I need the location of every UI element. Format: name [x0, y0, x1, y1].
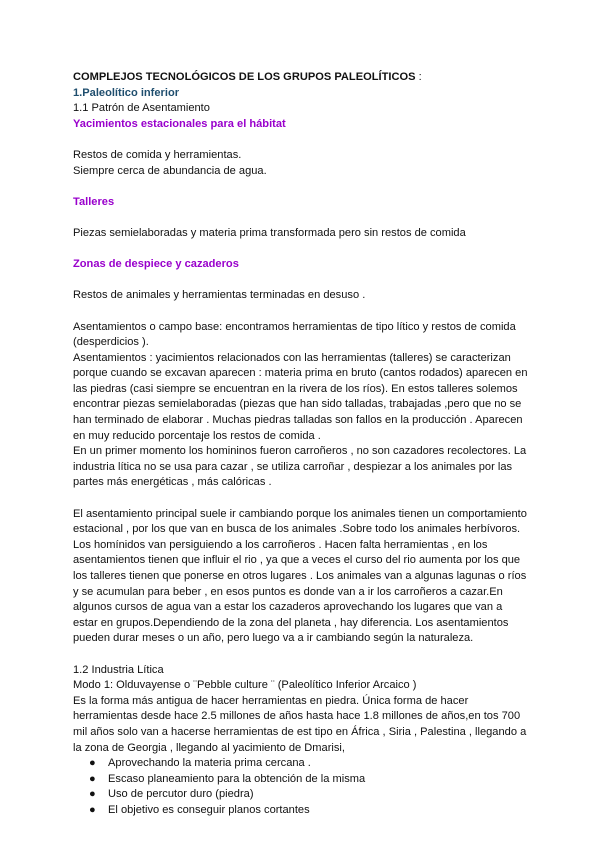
bullet-icon: ●: [89, 757, 96, 770]
paragraph-line: Es la forma más antigua de hacer herramientas en piedra. Única forma de hacer: [73, 694, 469, 707]
list-item: ● Uso de percutor duro (piedra): [73, 787, 533, 803]
paragraph-line: asentamientos tienen que influir el rio , ya que a veces el curso del rio aumenta por los que: [73, 554, 521, 567]
paragraph-line: pueden durar meses o un año, pero luego va a ir cambiando según la naturaleza.: [73, 632, 474, 645]
modo1-heading: Modo 1: Olduvayense o ¨Pebble culture ¨ (Paleolítico Inferior Arcaico ): [73, 679, 417, 692]
paragraph-line: mil años solo van a hacerse herramientas de est tipo en África , Siria , Palestina , llegando a: [73, 725, 527, 738]
heading-yacimientos: Yacimientos estacionales para el hábitat: [73, 117, 286, 130]
bullet-icon: ●: [89, 772, 96, 785]
paragraph-line: Restos de comida y herramientas.: [73, 148, 242, 161]
section-heading-paleolitico-inferior: 1.Paleolítico inferior: [73, 86, 180, 99]
list-item: ● Aprovechando la materia prima cercana .: [73, 756, 533, 772]
cambio-paragraph: [73, 507, 533, 647]
heading-zonas-despiece: Zonas de despiece y cazaderos: [73, 258, 239, 271]
heading-talleres: Talleres: [73, 195, 115, 208]
paragraph-line: partes más energéticas , más calóricas .: [73, 476, 272, 489]
bullet-icon: ●: [89, 803, 96, 816]
paragraph-line: En un primer momento los homininos fueron carroñeros , no son cazadores recolectores. La: [73, 445, 527, 458]
paragraph-line: porque cuando se excavan aparecen : materia prima en bruto (cantos rodados) aparecen en: [73, 367, 528, 380]
paragraph-line: El asentamiento principal suele ir cambiando porque los animales tienen un comportamiento: [73, 507, 527, 520]
paragraph-line: la zona de Georgia , llegando al yacimiento de Dmarisi,: [73, 741, 345, 754]
modo1-paragraph: [73, 694, 533, 756]
paragraph-line: en muy reducido porcentaje los restos de comida .: [73, 429, 321, 442]
paragraph-line: Los homínidos van persiguiendo a los carroñeros . Hacen falta herramientas , en los: [73, 538, 488, 551]
paragraph-line: Asentamientos : yacimientos relacionados con las herramientas (talleres) se caracterizan: [73, 351, 511, 364]
paragraph-line: industria lítica no se usa para cazar , se utiliza carroñar , despiezar a los animales por las: [73, 460, 513, 473]
paragraph-line: estacional , por los que van en busca de los animales .Sobre todo los animales herbívoros.: [73, 523, 521, 536]
talleres-text: Piezas semielaboradas y materia prima transformada pero sin restos de comida: [73, 226, 466, 239]
paragraph-line: las piedras (casi siempre se encuentran en la rivera de los ríos). En estos talleres solemos: [73, 382, 518, 395]
bullet-list: [73, 756, 533, 818]
subsection-patron-asentamiento: 1.1 Patrón de Asentamiento: [73, 102, 210, 115]
zonas-text: Restos de animales y herramientas terminadas en desuso .: [73, 289, 366, 302]
paragraph-line: Siempre cerca de abundancia de agua.: [73, 164, 267, 177]
paragraph-line: Asentamientos o campo base: encontramos herramientas de tipo lítico y restos de comida: [73, 320, 516, 333]
list-item: ● El objetivo es conseguir planos cortantes: [73, 803, 533, 819]
paragraph-line: estar en grupos.Dependiendo de la zona del planeta , hay diferencia. Los asentamientos: [73, 616, 509, 629]
document-page: [73, 70, 533, 819]
paragraph-line: encontrar piezas semielaboradas (piezas que han sido talladas, trabajadas ,pero que no se: [73, 398, 522, 411]
paragraph-line: han terminado de elaborar . Muchas piedras talladas son fallos en la producción . Aparecen: [73, 414, 523, 427]
asentamientos-paragraph: [73, 320, 533, 492]
list-item: ● Escaso planeamiento para la obtención de la misma: [73, 772, 533, 788]
document-title: COMPLEJOS TECNOLÓGICOS DE LOS GRUPOS PALEOLÍTICOS :: [73, 71, 422, 83]
paragraph-line: algunos cursos de agua van a estar los cazaderos aprovechando los lugares que van a: [73, 601, 503, 614]
paragraph-line: los talleres tienen que ponerse en otros lugares . Los animales van a algunas lagunas o ríos: [73, 570, 527, 582]
paragraph-line: herramientas desde hace 2.5 millones de años hasta hace 1.8 millones de años,en tos 700: [73, 710, 521, 723]
bullet-icon: ●: [89, 788, 96, 801]
paragraph-line: (desperdicios ).: [73, 336, 149, 349]
paragraph-line: y se acumulan para beber , en esos puntos es donde van a ir los carroñeros a cazar.En: [73, 585, 503, 598]
subsection-industria-litica: 1.2 Industria Lítica: [73, 663, 164, 676]
